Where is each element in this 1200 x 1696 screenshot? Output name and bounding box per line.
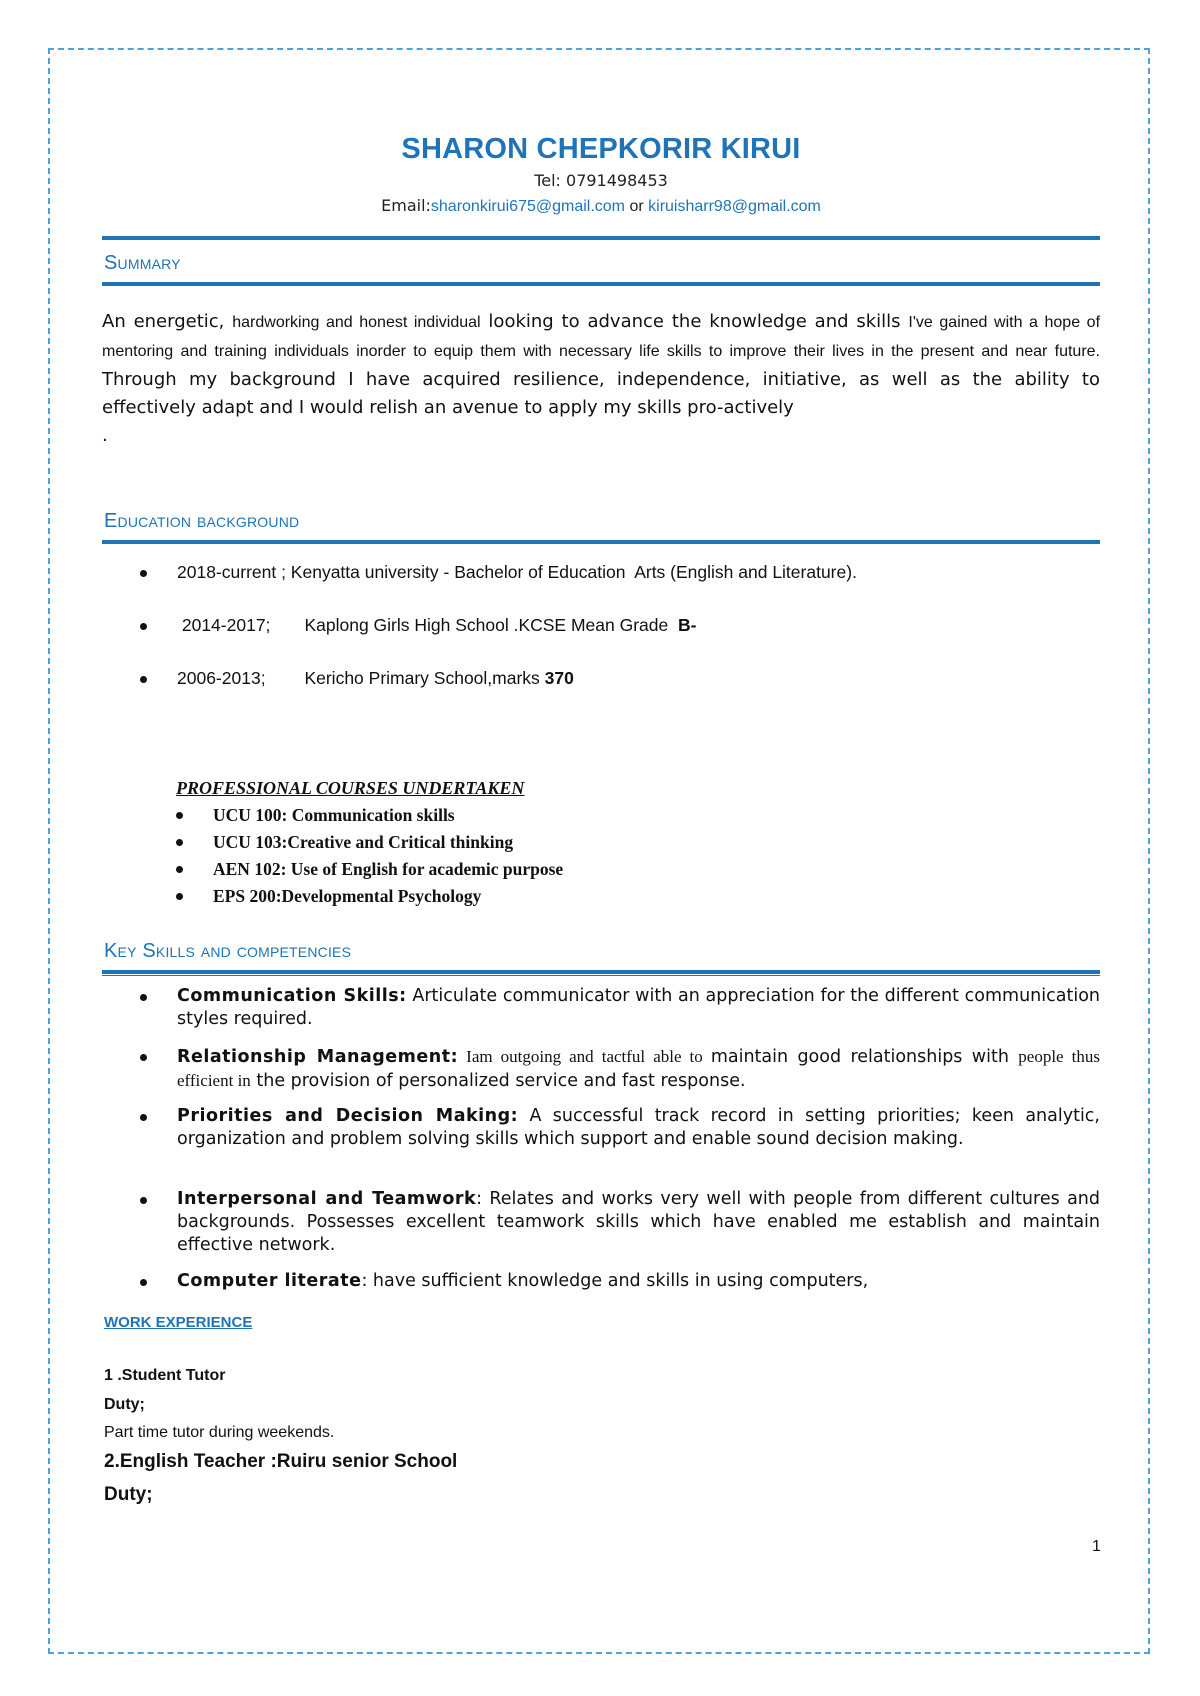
education-item-text	[177, 562, 857, 583]
skill-label: Computer literate	[177, 1271, 362, 1291]
bullet-icon	[176, 812, 183, 819]
summary-part: looking to advance the	[480, 311, 710, 332]
skill-item	[177, 1270, 1100, 1293]
job1-duty: Part time tutor during weekends.	[104, 1424, 335, 1441]
summary-heading: Summary	[104, 252, 181, 274]
education-item-text-main: 2018-current ; Kenyatta university - Bachelor of Education Arts (English and Literature).	[177, 562, 857, 582]
course-item	[213, 805, 455, 826]
skill-label: Interpersonal and Teamwork	[177, 1189, 477, 1209]
skill-text: the provision of personalized service and fast response.	[250, 1071, 746, 1091]
summary-trailing-dot: .	[102, 425, 108, 446]
skill-item	[177, 1188, 1100, 1257]
bullet-icon	[140, 1197, 147, 1204]
bullet-icon	[176, 839, 183, 846]
summary-rule	[102, 282, 1100, 286]
skill-label: Relationship Management:	[177, 1047, 459, 1067]
bullet-icon	[140, 623, 147, 630]
education-item-text-bold: B-	[677, 615, 697, 635]
work-experience-title: WORK EXPERIENCE	[104, 1314, 253, 1331]
summary-part: hardworking and honest individual	[232, 314, 481, 331]
job1-title: 1 .Student Tutor	[104, 1367, 226, 1384]
skill-text: maintain good relationships with	[710, 1047, 1019, 1067]
email-or: or	[625, 198, 649, 215]
education-rule	[102, 540, 1100, 544]
bullet-icon	[140, 1114, 147, 1121]
skill-item	[177, 1045, 1100, 1093]
education-item-text-bold: 370	[544, 668, 574, 688]
job2-duty-label: Duty;	[104, 1484, 153, 1505]
skill-text: A successful track record in setting priorities; keen analytic, organization and problem solving skills which support and enable sound decision making.	[177, 1106, 1100, 1149]
summary-part: Through my background I have acquired resilience, independence, initiative, as well as the ability to effectively adapt and I would relish an avenue to apply my skills pro-actively	[102, 369, 1100, 418]
skills-rule	[102, 970, 1100, 974]
skill-item	[177, 1105, 1100, 1151]
bullet-icon	[176, 893, 183, 900]
course-item-text: AEN 102: Use of English for academic purpose	[213, 859, 564, 879]
skill-text: Articulate communicator with an appreciation for the different communication styles required.	[177, 986, 1100, 1029]
summary-part: An energetic,	[102, 311, 233, 332]
candidate-name: SHARON CHEPKORIR KIRUI	[401, 133, 801, 165]
skill-label: Priorities and Decision Making:	[177, 1106, 519, 1126]
course-item-text: EPS 200:Developmental Psychology	[213, 886, 482, 906]
bullet-icon	[140, 994, 147, 1001]
telephone: Tel: 0791498453	[534, 171, 668, 190]
education-heading: Education background	[104, 510, 300, 532]
summary-part: I've gained with a hope of mentoring and training individuals inorder to equip them with necessary life skills to improve their lives in the present and near future.	[102, 314, 1101, 360]
page-number: 1	[1092, 1538, 1101, 1555]
header-rule	[102, 236, 1100, 240]
bullet-icon	[140, 1279, 147, 1286]
education-item-text-main: 2014-2017; Kaplong Girls High School .KCSE Mean Grade	[177, 615, 678, 635]
course-item-text: UCU 100: Communication skills	[213, 805, 455, 825]
course-item	[213, 859, 563, 880]
courses-title: PROFESSIONAL COURSES UNDERTAKEN	[176, 778, 525, 798]
bullet-icon	[176, 866, 183, 873]
email-label: Email:	[381, 196, 431, 215]
skill-text: : have sufficient knowledge and skills in using computers,	[361, 1271, 869, 1291]
bullet-icon	[140, 570, 147, 577]
skill-label: Communication Skills:	[177, 986, 407, 1006]
education-item	[102, 668, 574, 752]
job2-title: 2.English Teacher :Ruiru senior School	[104, 1451, 458, 1472]
skill-text: : Relates and works very well with people from different cultures and backgrounds. Possesses excellent teamwork skills which have enabled me establish and maintain effective network.	[177, 1189, 1100, 1255]
skill-text-serif: people thus efficient in	[177, 1047, 1100, 1090]
course-item	[213, 886, 481, 907]
skills-heading: Key Skills and competencies	[104, 940, 352, 962]
email-link-primary[interactable]: sharonkirui675@gmail.com	[430, 198, 626, 215]
job1-duty-label: Duty;	[104, 1396, 145, 1413]
email-line	[102, 196, 1100, 216]
bullet-icon	[140, 1054, 147, 1061]
education-item-text	[177, 668, 574, 689]
email-link-secondary[interactable]: kiruisharr98@gmail.com	[648, 198, 821, 215]
education-item-text	[177, 615, 696, 636]
skill-item	[177, 985, 1100, 1031]
course-item	[213, 832, 513, 853]
education-item-text-main: 2006-2013; Kericho Primary School,marks	[177, 668, 545, 688]
bullet-icon	[140, 676, 147, 683]
summary-part: knowledge and skills	[709, 311, 909, 332]
course-item-text: UCU 103:Creative and Critical thinking	[213, 832, 514, 852]
summary-text	[102, 308, 1100, 450]
skill-text-serif: Iam outgoing and tactful able to	[458, 1047, 711, 1066]
